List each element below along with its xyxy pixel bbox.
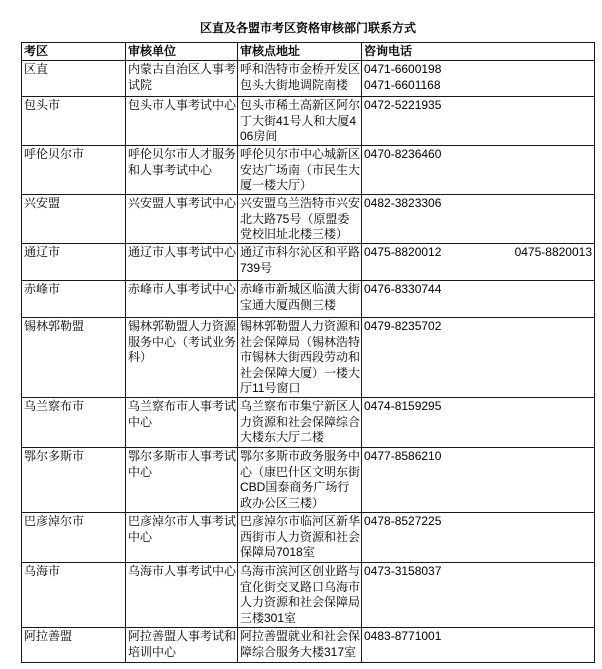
unit-cell: 通辽市人事考试中心: [126, 244, 238, 281]
phone-number: 0478-8527225: [364, 514, 442, 528]
address-cell: 兴安盟乌兰浩特市兴安北大路75号（原盟委党校旧址北楼三楼）: [238, 195, 362, 244]
unit-cell: 鄂尔多斯市人事考试中心: [126, 448, 238, 513]
unit-cell: 赤峰市人事考试中心: [126, 281, 238, 318]
phone-number: 0475-8820012: [364, 245, 442, 259]
phone-number: 0483-8771001: [364, 629, 442, 643]
region-cell: 兴安盟: [22, 195, 126, 244]
region-cell: 区直: [22, 61, 126, 97]
region-cell: 锡林郭勒盟: [22, 318, 126, 398]
page-title: 区直及各盟市考区资格审核部门联系方式: [199, 21, 416, 35]
phone-cell: [362, 398, 595, 448]
region-cell: 包头市: [22, 97, 126, 146]
table-row: [22, 281, 595, 318]
address-cell: 赤峰市新城区临潢大街宝通大厦西侧三楼: [238, 281, 362, 318]
header-phone: 咨询电话: [362, 43, 595, 61]
phone-number: 0477-8586210: [364, 449, 442, 463]
address-cell: 鄂尔多斯市政务服务中心（康巴什区文明东街CBD国泰商务广场行政办公区三楼）: [238, 448, 362, 513]
address-cell: 呼和浩特市金桥开发区包头大街地调院南楼: [238, 61, 362, 97]
phone-number: 0479-8235702: [364, 319, 442, 333]
phone-number-secondary: 0475-8820013: [514, 245, 592, 259]
phone-number-secondary: 0471-6601168: [364, 77, 441, 92]
contact-table: [21, 42, 595, 663]
address-cell: 乌海市滨河区创业路与宜化街交叉路口乌海市人力资源和社会保障局三楼301室: [238, 563, 362, 628]
phone-cell: [362, 146, 595, 195]
phone-number: 0471-6600198: [364, 62, 442, 76]
region-cell: 鄂尔多斯市: [22, 448, 126, 513]
phone-cell: [362, 195, 595, 244]
region-cell: 通辽市: [22, 244, 126, 281]
table-row: [22, 195, 595, 244]
region-cell: 呼伦贝尔市: [22, 146, 126, 195]
phone-cell: [362, 61, 595, 97]
table-row: [22, 513, 595, 563]
phone-cell: [362, 628, 595, 663]
phone-cell: [362, 318, 595, 398]
phone-cell: [362, 97, 595, 146]
region-cell: 乌兰察布市: [22, 398, 126, 448]
phone-cell: [362, 281, 595, 318]
unit-cell: 巴彦淖尔市人事考试中心: [126, 513, 238, 563]
address-cell: 包头市稀土高新区阿尔丁大街41号人和大厦406房间: [238, 97, 362, 146]
phone-number: 0470-8236460: [364, 147, 442, 161]
unit-cell: 阿拉善盟人事考试和培训中心: [126, 628, 238, 663]
address-cell: 巴彦淖尔市临河区新华西街市人力资源和社会保障局7018室: [238, 513, 362, 563]
region-cell: 阿拉善盟: [22, 628, 126, 663]
table-header-row: [22, 43, 595, 61]
region-cell: 乌海市: [22, 563, 126, 628]
phone-number: 0472-5221935: [364, 98, 442, 112]
region-cell: 赤峰市: [22, 281, 126, 318]
phone-cell: [362, 513, 595, 563]
table-row: [22, 448, 595, 513]
unit-cell: 乌海市人事考试中心: [126, 563, 238, 628]
address-cell: 乌兰察布市集宁新区人力资源和社会保障综合大楼东大厅二楼: [238, 398, 362, 448]
table-row: [22, 97, 595, 146]
header-region: 考区: [22, 43, 126, 61]
address-cell: 呼伦贝尔市中心城新区安达广场南（市民生大厦一楼大厅）: [238, 146, 362, 195]
table-row: [22, 628, 595, 663]
phone-number: 0474-8159295: [364, 399, 442, 413]
table-row: [22, 318, 595, 398]
phone-cell: [362, 563, 595, 628]
unit-cell: 内蒙古自治区人事考试院: [126, 61, 238, 97]
header-address: 审核点地址: [238, 43, 362, 61]
table-row: [22, 146, 595, 195]
phone-number: 0473-3158037: [364, 564, 442, 578]
phone-cell: [362, 448, 595, 513]
table-row: [22, 244, 595, 281]
address-cell: 锡林郭勒盟人力资源和社会保障局（锡林浩特市锡林大街西段劳动和社会保障大厦）一楼大厅11号窗口: [238, 318, 362, 398]
phone-number: 0482-3823306: [364, 196, 442, 210]
table-row: [22, 61, 595, 97]
unit-cell: 包头市人事考试中心: [126, 97, 238, 146]
region-cell: 巴彦淖尔市: [22, 513, 126, 563]
address-cell: 阿拉善盟就业和社会保障综合服务大楼317室: [238, 628, 362, 663]
header-unit: 审核单位: [126, 43, 238, 61]
address-cell: 通辽市科尔沁区和平路739号: [238, 244, 362, 281]
phone-number: 0476-8330744: [364, 282, 442, 296]
unit-cell: 呼伦贝尔市人才服务和人事考试中心: [126, 146, 238, 195]
table-row: [22, 398, 595, 448]
unit-cell: 锡林郭勒盟人力资源服务中心（考试业务科）: [126, 318, 238, 398]
unit-cell: 乌兰察布市人事考试中心: [126, 398, 238, 448]
phone-cell: [362, 244, 595, 281]
table-row: [22, 563, 595, 628]
unit-cell: 兴安盟人事考试中心: [126, 195, 238, 244]
